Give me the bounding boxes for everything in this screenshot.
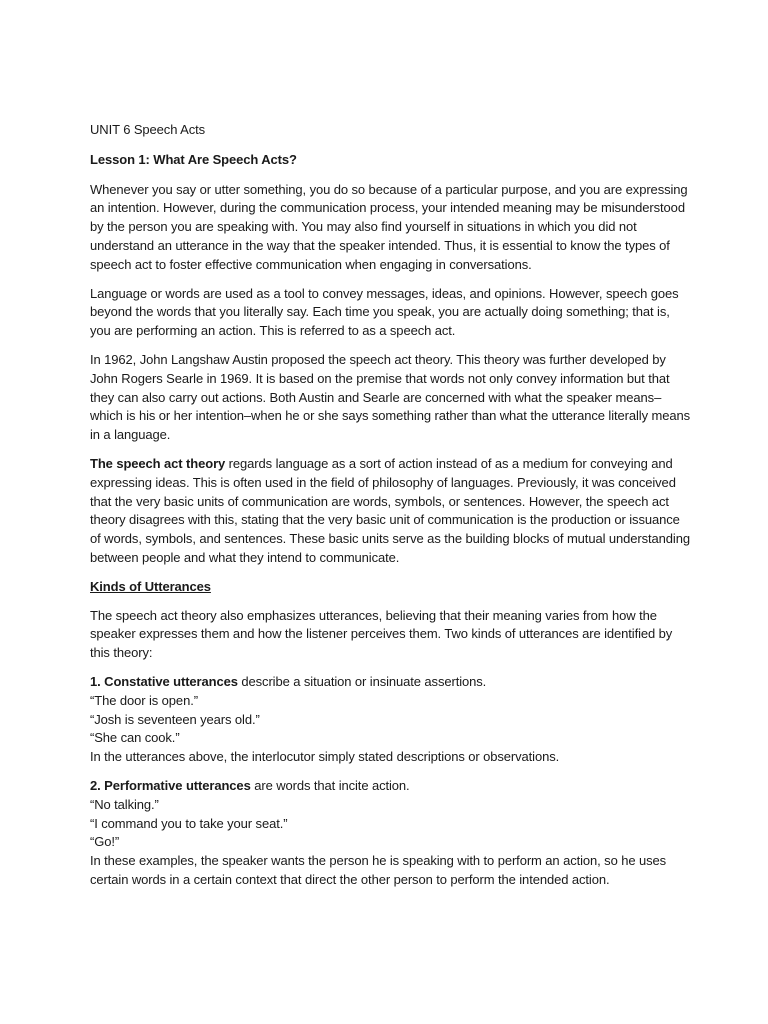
paragraph-history: In 1962, John Langshaw Austin proposed the speech act theory. This theory was further developed by John Rogers Searle in 1969. It is based on the premise that words not only convey information but that they can also carry out actions. Both Austin and Searle are concerned with what the speaker means–which is his or her intention–when he or she says something rather than what the utterance literally means in a language. [90,351,691,443]
constative-example: “Josh is seventeen years old.” [90,711,260,727]
constative-text: describe a situation or insinuate assertions. [237,673,487,689]
performative-section [90,777,690,890]
unit-title: UNIT 6 Speech Acts [90,122,206,137]
performative-bold-lead: 2. Performative utterances [90,777,251,793]
performative-definition [90,777,690,796]
constative-definition [90,673,690,692]
document-page [90,121,690,900]
performative-example: “I command you to take your seat.” [90,815,288,831]
paragraph-theory [90,455,690,568]
theory-bold-lead: The speech act theory [90,455,226,471]
constative-section [90,673,690,767]
theory-text: regards language as a sort of action instead of as a medium for conveying and expressing ideas. This is often used in the field of philosophy of languages. Previously, it was conceived that the very basic units of communication are words, symbols, or sentences. However, the speech act theory disagrees with this, stating that the very basic unit of communication is the production or issuance of words, symbols, and sentences. These basic units serve as the building blocks of mutual understanding between people and what they intend to communicate. [90,455,690,565]
performative-note: In these examples, the speaker wants the person he is speaking with to perform an action, so he uses certain words in a certain context that direct the other person to perform the intended action. [90,853,667,887]
kinds-heading [90,578,690,597]
performative-example: “No talking.” [90,796,159,812]
kinds-intro: The speech act theory also emphasizes utterances, believing that their meaning varies from how the speaker expresses them and how the listener perceives them. Two kinds of utterances are identified by this theory: [90,607,673,661]
constative-example: “The door is open.” [90,692,198,708]
constative-bold-lead: 1. Constative utterances [90,673,238,689]
paragraph-intro: Whenever you say or utter something, you do so because of a particular purpose, and you are expressing an intention. However, during the communication process, your intended meaning may be misunderstood by the person you are speaking with. You may also find yourself in situations in which you did not understand an utterance in the way that the speaker intended. Thus, it is essential to know the types of speech act to foster effective communication when engaging in conversations. [90,181,688,272]
lesson-title: Lesson 1: What Are Speech Acts? [90,151,297,167]
kinds-heading-text: Kinds of Utterances [90,578,211,594]
performative-example: “Go!” [90,834,120,850]
performative-text: are words that incite action. [250,777,410,793]
paragraph-language: Language or words are used as a tool to convey messages, ideas, and opinions. However, speech goes beyond the words that you literally say. Each time you speak, you are actually doing something; that is, you are performing an action. This is referred to as a speech act. [90,285,679,339]
constative-example: “She can cook.” [90,730,180,746]
constative-note: In the utterances above, the interlocutor simply stated descriptions or observations. [90,749,560,765]
